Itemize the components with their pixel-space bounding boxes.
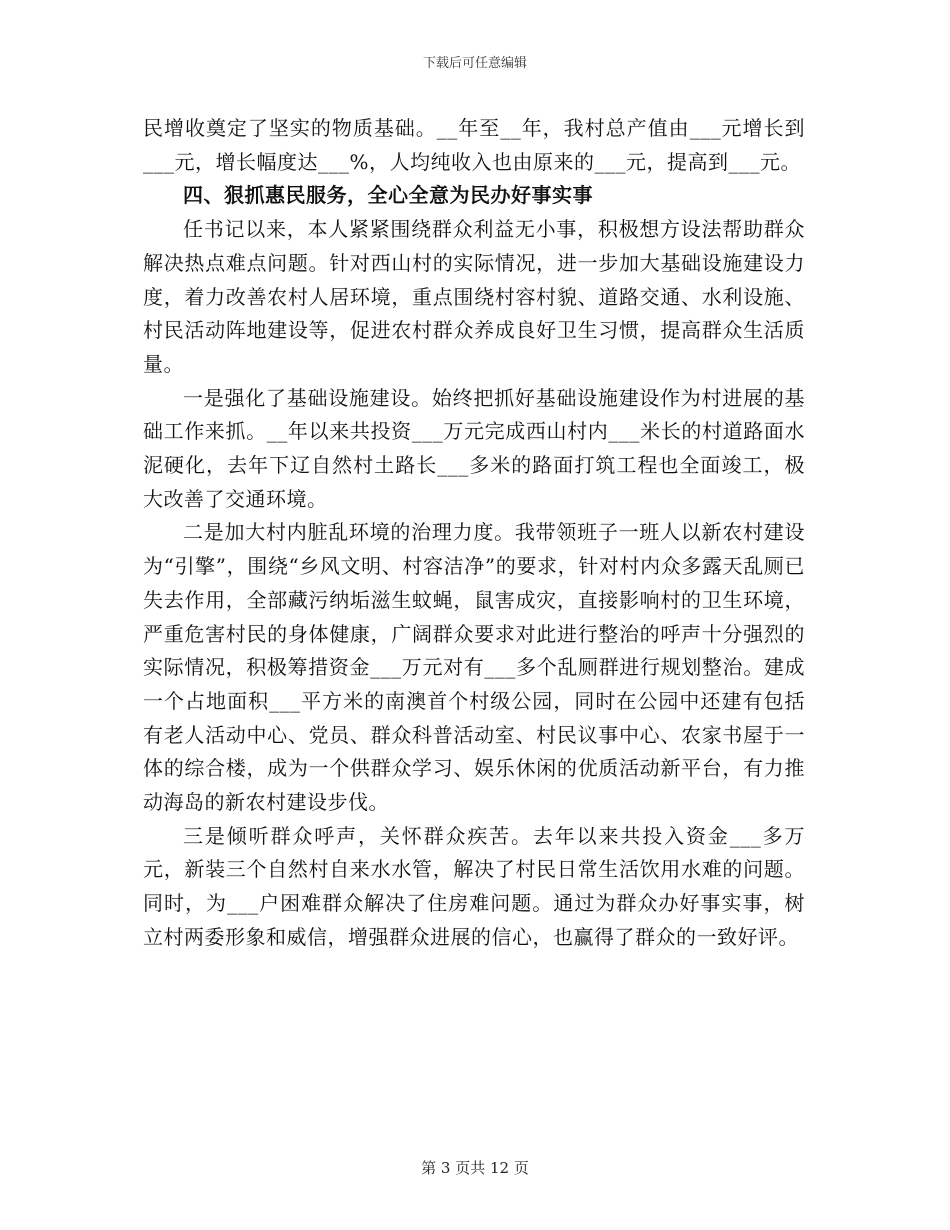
paragraph-environment: 二是加大村内脏乱环境的治理力度。我带领班子一班人以新农村建设为“引擎”，围绕“乡风文明、村容洁净”的要求，针对村内众多露天乱厕已失去作用，全部藏污纳垢滋生蚊蝇，鼠害成灾，直接影响村的卫生环境，严重危害村民的身体健康，广阔群众要求对此进行整治的呼声十分强烈的实际情况，积极筹措资金___万元对有___多个乱厕群进行规划整治。建成一个占地面积___平方米的南澳首个村级公园，同时在公园中还建有包括有老人活动中心、党员、群众科普活动室、村民议事中心、农家书屋于一体的综合楼，成为一个供群众学习、娱乐休闲的优质活动新平台，有力推动海岛的新农村建设步伐。	[143, 520, 805, 815]
continued-paragraph: 民增收奠定了坚实的物质基础。__年至__年，我村总产值由___元增长到___元，增长幅度达___%，人均纯收入也由原来的___元，提高到___元。	[143, 116, 805, 174]
page-header: 下载后可任意编辑	[422, 56, 527, 71]
paragraph-welfare: 三是倾听群众呼声，关怀群众疾苦。去年以来共投入资金___多万元，新装三个自然村自来水水管，解决了村民日常生活饮用水难的问题。同时，为___户困难群众解决了住房难问题。通过为群众办好事实事，树立村两委形象和威信，增强群众进展的信心，也赢得了群众的一致好评。	[143, 823, 805, 949]
paragraph-intro: 任书记以来，本人紧紧围绕群众利益无小事，积极想方设法帮助群众解决热点难点问题。针对西山村的实际情况，进一步加大基础设施建设力度，着力改善农村人居环境，重点围绕村容村貌、道路交通、水利设施、村民活动阵地建设等，促进农村群众养成良好卫生习惯，提高群众生活质量。	[143, 217, 805, 376]
paragraph-infrastructure: 一是强化了基础设施建设。始终把抓好基础设施建设作为村进展的基础工作来抓。__年以来共投资___万元完成西山村内___米长的村道路面水泥硬化，去年下辽自然村土路长___多米的路面打筑工程也全面竣工，极大改善了交通环境。	[143, 385, 805, 511]
section-heading: 四、狠抓惠民服务，全心全意为民办好事实事	[183, 183, 593, 208]
document-body	[143, 112, 805, 955]
page-number-footer: 第 3 页共 12 页	[421, 1159, 529, 1177]
